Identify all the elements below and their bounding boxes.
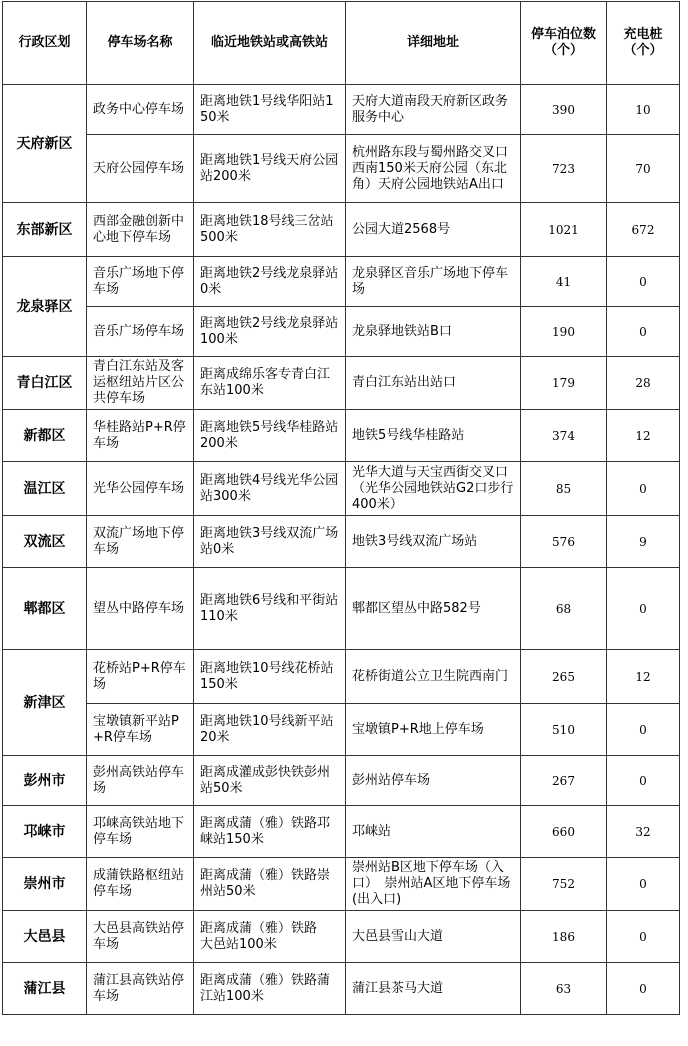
- header-row: [3, 2, 680, 85]
- chargers-cell: 0: [607, 257, 680, 307]
- station-cell: 距离地铁1号线天府公园站200米: [194, 135, 346, 203]
- address-cell: 邛崃站: [346, 806, 521, 858]
- parking-name-cell: 音乐广场停车场: [87, 307, 194, 357]
- spaces-cell: 660: [521, 806, 607, 858]
- chargers-cell: 12: [607, 410, 680, 462]
- parking-name-cell: 西部金融创新中心地下停车场: [87, 203, 194, 257]
- station-cell: 距离地铁10号线新平站20米: [194, 704, 346, 756]
- chargers-cell: 0: [607, 911, 680, 963]
- spaces-cell: 265: [521, 650, 607, 704]
- address-cell: 龙泉驿区音乐广场地下停车场: [346, 257, 521, 307]
- station-cell: 距离地铁1号线华阳站150米: [194, 85, 346, 135]
- station-cell: 距离地铁5号线华桂路站200米: [194, 410, 346, 462]
- station-cell: 距离成蒲（雅）铁路崇州站50米: [194, 858, 346, 911]
- chargers-cell: 12: [607, 650, 680, 704]
- spaces-cell: 63: [521, 963, 607, 1015]
- chargers-cell: 0: [607, 462, 680, 516]
- spaces-cell: 723: [521, 135, 607, 203]
- chargers-cell: 0: [607, 704, 680, 756]
- parking-name-cell: 大邑县高铁站停车场: [87, 911, 194, 963]
- table-row: [3, 756, 680, 806]
- header-chargers: 充电桩（个）: [607, 2, 680, 85]
- table-row: [3, 85, 680, 135]
- parking-name-cell: 彭州高铁站停车场: [87, 756, 194, 806]
- chargers-cell: 0: [607, 568, 680, 650]
- chargers-cell: 0: [607, 963, 680, 1015]
- parking-name-cell: 音乐广场地下停车场: [87, 257, 194, 307]
- table-row: [3, 410, 680, 462]
- district-cell: 崇州市: [3, 858, 87, 911]
- spaces-cell: 190: [521, 307, 607, 357]
- district-cell: 青白江区: [3, 357, 87, 410]
- district-cell: 双流区: [3, 516, 87, 568]
- station-cell: 距离成蒲（雅）铁路 大邑站100米: [194, 911, 346, 963]
- spaces-cell: 1021: [521, 203, 607, 257]
- chargers-cell: 9: [607, 516, 680, 568]
- address-cell: 郫都区望丛中路582号: [346, 568, 521, 650]
- station-cell: 距离地铁2号线龙泉驿站0米: [194, 257, 346, 307]
- table-row: [3, 650, 680, 704]
- address-cell: 崇州站B区地下停车场（入口） 崇州站A区地下停车场(出入口): [346, 858, 521, 911]
- table-row: [3, 704, 680, 756]
- table-row: [3, 963, 680, 1015]
- parking-name-cell: 邛崃高铁站地下停车场: [87, 806, 194, 858]
- header-address: 详细地址: [346, 2, 521, 85]
- district-cell: 郫都区: [3, 568, 87, 650]
- address-cell: 蒲江县茶马大道: [346, 963, 521, 1015]
- address-cell: 杭州路东段与蜀州路交叉口西南150米天府公园（东北角）天府公园地铁站A出口: [346, 135, 521, 203]
- station-cell: 距离地铁4号线光华公园站300米: [194, 462, 346, 516]
- station-cell: 距离地铁3号线双流广场站0米: [194, 516, 346, 568]
- table-row: [3, 568, 680, 650]
- parking-name-cell: 望丛中路停车场: [87, 568, 194, 650]
- chargers-cell: 672: [607, 203, 680, 257]
- spaces-cell: 752: [521, 858, 607, 911]
- district-cell: 温江区: [3, 462, 87, 516]
- header-spaces: 停车泊位数（个）: [521, 2, 607, 85]
- spaces-cell: 186: [521, 911, 607, 963]
- address-cell: 龙泉驿地铁站B口: [346, 307, 521, 357]
- parking-name-cell: 成蒲铁路枢纽站停车场: [87, 858, 194, 911]
- table-row: [3, 357, 680, 410]
- address-cell: 地铁3号线双流广场站: [346, 516, 521, 568]
- station-cell: 距离成蒲（雅）铁路蒲江站100米: [194, 963, 346, 1015]
- table-row: [3, 516, 680, 568]
- chargers-cell: 10: [607, 85, 680, 135]
- station-cell: 距离成绵乐客专青白江东站100米: [194, 357, 346, 410]
- header-name: 停车场名称: [87, 2, 194, 85]
- station-cell: 距离地铁6号线和平街站110米: [194, 568, 346, 650]
- spaces-cell: 267: [521, 756, 607, 806]
- chargers-cell: 70: [607, 135, 680, 203]
- parking-name-cell: 蒲江县高铁站停车场: [87, 963, 194, 1015]
- spaces-cell: 374: [521, 410, 607, 462]
- table-row: [3, 858, 680, 911]
- chargers-cell: 0: [607, 858, 680, 911]
- parking-name-cell: 光华公园停车场: [87, 462, 194, 516]
- address-cell: 大邑县雪山大道: [346, 911, 521, 963]
- spaces-cell: 390: [521, 85, 607, 135]
- table-row: [3, 462, 680, 516]
- address-cell: 花桥街道公立卫生院西南门: [346, 650, 521, 704]
- address-cell: 宝墩镇P+R地上停车场: [346, 704, 521, 756]
- address-cell: 公园大道2568号: [346, 203, 521, 257]
- spaces-cell: 41: [521, 257, 607, 307]
- spaces-cell: 85: [521, 462, 607, 516]
- table-row: [3, 806, 680, 858]
- spaces-cell: 179: [521, 357, 607, 410]
- address-cell: 彭州站停车场: [346, 756, 521, 806]
- table-row: [3, 257, 680, 307]
- chargers-cell: 0: [607, 756, 680, 806]
- district-cell: 龙泉驿区: [3, 257, 87, 357]
- table-row: [3, 203, 680, 257]
- chargers-cell: 32: [607, 806, 680, 858]
- spaces-cell: 576: [521, 516, 607, 568]
- district-cell: 大邑县: [3, 911, 87, 963]
- station-cell: 距离成灌成彭快铁彭州站50米: [194, 756, 346, 806]
- parking-name-cell: 天府公园停车场: [87, 135, 194, 203]
- district-cell: 新津区: [3, 650, 87, 756]
- station-cell: 距离地铁10号线花桥站150米: [194, 650, 346, 704]
- header-district: 行政区划: [3, 2, 87, 85]
- table-row: [3, 135, 680, 203]
- station-cell: 距离成蒲（雅）铁路邛崃站150米: [194, 806, 346, 858]
- chargers-cell: 28: [607, 357, 680, 410]
- address-cell: 青白江东站出站口: [346, 357, 521, 410]
- spaces-cell: 68: [521, 568, 607, 650]
- district-cell: 天府新区: [3, 85, 87, 203]
- parking-name-cell: 花桥站P+R停车场: [87, 650, 194, 704]
- chargers-cell: 0: [607, 307, 680, 357]
- district-cell: 蒲江县: [3, 963, 87, 1015]
- parking-name-cell: 双流广场地下停车场: [87, 516, 194, 568]
- parking-name-cell: 政务中心停车场: [87, 85, 194, 135]
- table-body: [3, 85, 680, 1015]
- district-cell: 新都区: [3, 410, 87, 462]
- station-cell: 距离地铁2号线龙泉驿站100米: [194, 307, 346, 357]
- address-cell: 天府大道南段天府新区政务服务中心: [346, 85, 521, 135]
- table-row: [3, 911, 680, 963]
- district-cell: 邛崃市: [3, 806, 87, 858]
- header-station: 临近地铁站或高铁站: [194, 2, 346, 85]
- address-cell: 地铁5号线华桂路站: [346, 410, 521, 462]
- parking-name-cell: 华桂路站P+R停车场: [87, 410, 194, 462]
- address-cell: 光华大道与天宝西街交叉口（光华公园地铁站G2口步行400米）: [346, 462, 521, 516]
- parking-table: [2, 1, 680, 1015]
- parking-name-cell: 青白江东站及客运枢纽站片区公共停车场: [87, 357, 194, 410]
- spaces-cell: 510: [521, 704, 607, 756]
- parking-name-cell: 宝墩镇新平站P+R停车场: [87, 704, 194, 756]
- district-cell: 彭州市: [3, 756, 87, 806]
- station-cell: 距离地铁18号线三岔站500米: [194, 203, 346, 257]
- district-cell: 东部新区: [3, 203, 87, 257]
- table-row: [3, 307, 680, 357]
